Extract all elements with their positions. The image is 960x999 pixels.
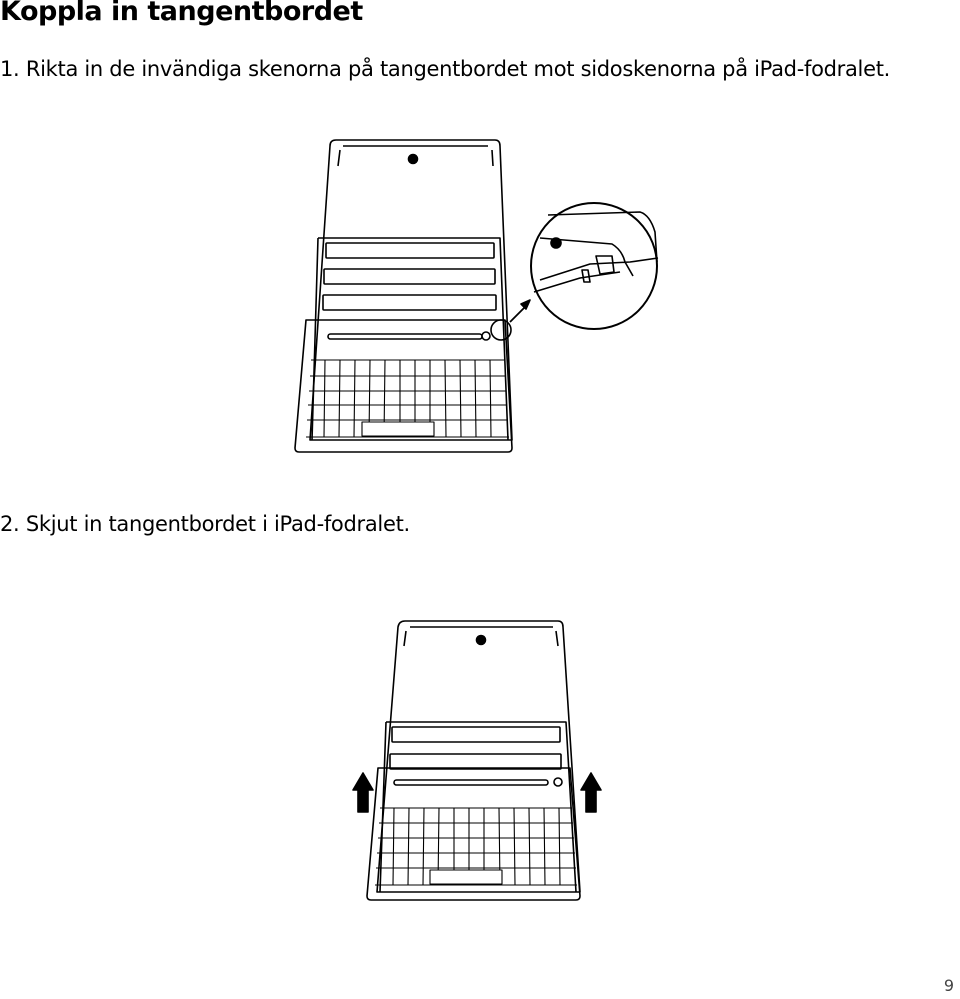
up-arrow-left-icon	[353, 773, 373, 812]
keyboard-keys-2	[375, 808, 577, 885]
case-slot-2-2	[390, 754, 561, 769]
step-2-number: 2.	[0, 512, 20, 536]
keyboard-logo-icon-2	[554, 778, 562, 786]
up-arrow-right-icon	[581, 773, 601, 812]
case-slot-2-1	[392, 727, 560, 742]
step-1-number: 1.	[0, 57, 20, 81]
page-number: 9	[943, 976, 954, 995]
page-title: Koppla in tangentbordet	[0, 0, 363, 27]
ipad-case-outline-2	[377, 621, 580, 892]
step-2-text: Skjut in tangentbordet i iPad-fodralet.	[25, 512, 410, 536]
brand-logo-icon-2	[477, 636, 486, 645]
step-1-text: Rikta in de invändiga skenorna på tangentbordet mot sidoskenorna på iPad-fodralet.	[25, 57, 891, 81]
